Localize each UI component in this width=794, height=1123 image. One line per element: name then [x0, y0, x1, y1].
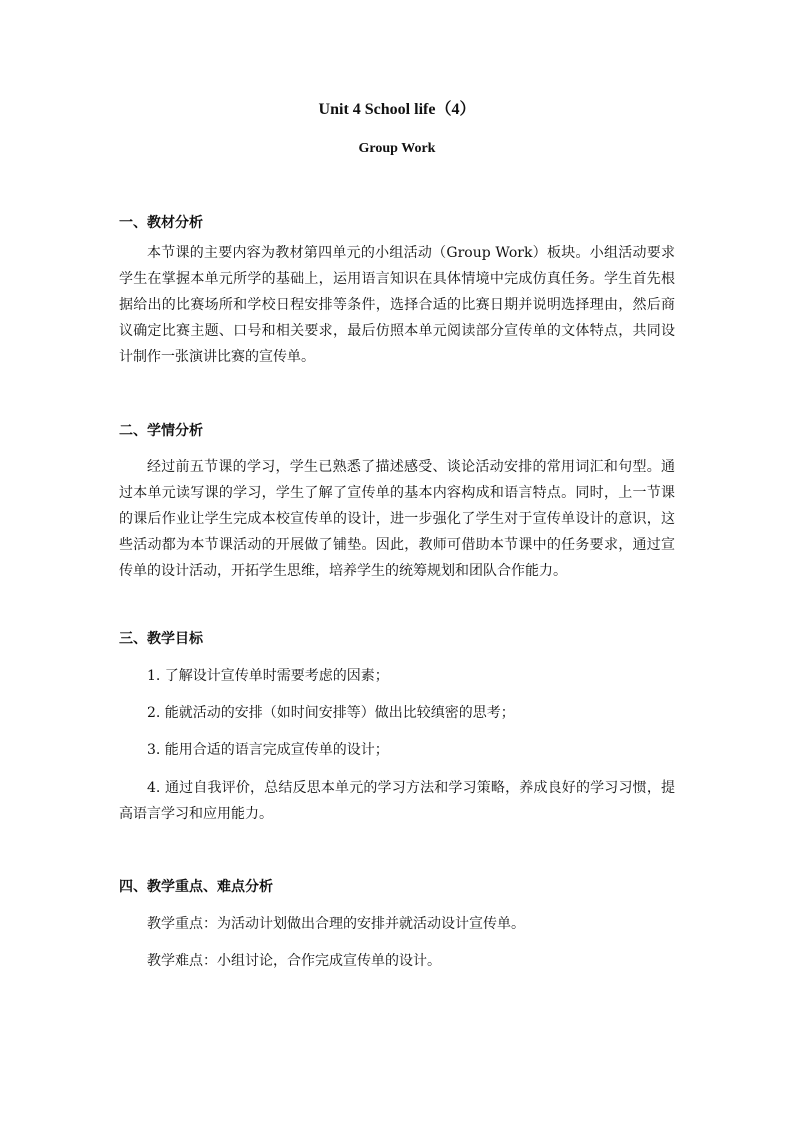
objective-item: 1. 了解设计宣传单时需要考虑的因素； [147, 668, 389, 684]
section-heading-key-difficult-points: 四、教学重点、难点分析 [119, 879, 273, 895]
objective-item: 4. 通过自我评价，总结反思本单元的学习方法和学习策略，养成良好的学习习惯，提高语言学习和应用能力。 [119, 780, 675, 822]
document-title: Unit 4 School life（4） [318, 101, 476, 118]
section-paragraph-textbook-analysis: 本节课的主要内容为教材第四单元的小组活动（Group Work）板块。小组活动要求学生在掌握本单元所学的基础上，运用语言知识在具体情境中完成仿真任务。学生首先根据给出的比赛场所和学校日程安排等条件，选择合适的比赛日期并说明选择理由，然后商议确定比赛主题、口号和相关要求，最后仿照本单元阅读部分宣传单的文体特点，共同设计制作一张演讲比赛的宣传单。 [119, 245, 675, 365]
section-heading-textbook-analysis: 一、教材分析 [119, 215, 203, 231]
key-point-item: 教学重点：为活动计划做出合理的安排并就活动设计宣传单。 [147, 916, 525, 932]
section-paragraph-learner-analysis: 经过前五节课的学习，学生已熟悉了描述感受、谈论活动安排的常用词汇和句型。通过本单元读写课的学习，学生了解了宣传单的基本内容构成和语言特点。同时，上一节课的课后作业让学生完成本校宣传单的设计，进一步强化了学生对于宣传单设计的意识，这些活动都为本节课活动的开展做了铺垫。因此，教师可借助本节课中的任务要求，通过宣传单的设计活动，开拓学生思维，培养学生的统筹规划和团队合作能力。 [119, 459, 675, 579]
objective-item: 3. 能用合适的语言完成宣传单的设计； [147, 742, 389, 758]
section-heading-learner-analysis: 二、学情分析 [119, 423, 203, 439]
section-heading-teaching-objectives: 三、教学目标 [119, 631, 203, 647]
difficult-point-item: 教学难点：小组讨论，合作完成宣传单的设计。 [147, 953, 441, 969]
document-subtitle: Group Work [358, 141, 436, 156]
objective-item: 2. 能就活动的安排（如时间安排等）做出比较缜密的思考； [147, 705, 515, 721]
